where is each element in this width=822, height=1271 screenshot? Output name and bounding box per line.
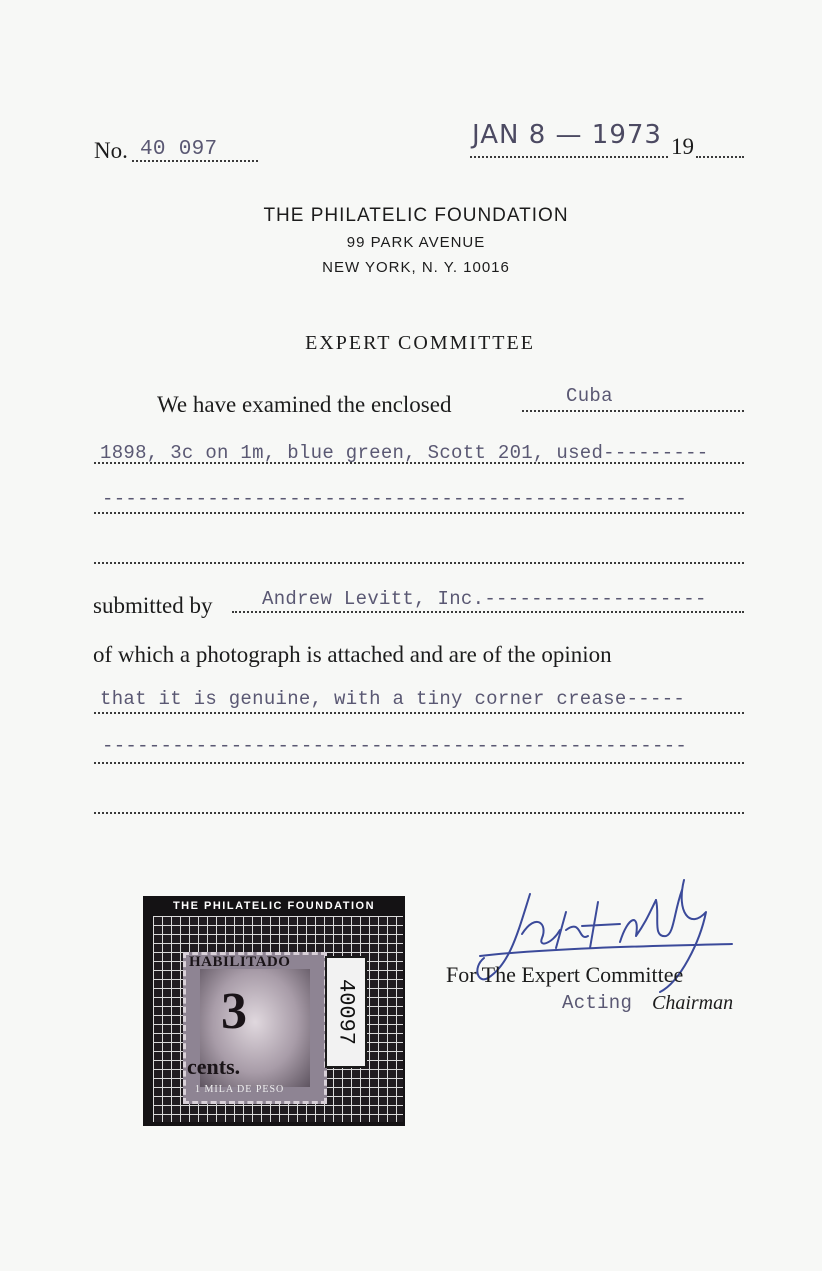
submitted-label: submitted by [93, 593, 213, 618]
stamp-bottom-text: 1 MILA DE PESO [195, 1084, 285, 1095]
examined-label: We have examined the enclosed [157, 392, 452, 417]
year-prefix: 19 [671, 134, 694, 159]
opinion-dotted-line-1 [94, 712, 744, 714]
examined-dotted-line [522, 410, 744, 412]
opinion-line-1: that it is genuine, with a tiny corner crease----- [100, 688, 686, 710]
overprint-value: 3 [221, 983, 247, 1040]
opinion-label: of which a photograph is attached and are of the opinion [93, 642, 612, 667]
certificate-date: JAN 8 — 1973 [472, 120, 662, 150]
acting-label: Acting [562, 992, 633, 1014]
certificate-number: 40 097 [140, 138, 218, 161]
item-description-line-1: 1898, 3c on 1m, blue green, Scott 201, used--------- [100, 442, 709, 464]
opinion-dotted-line-2 [94, 762, 744, 764]
submitter-name: Andrew Levitt, Inc.------------------- [262, 588, 707, 610]
overprint-cents: cents. [187, 1054, 241, 1079]
stamp-photograph [143, 896, 405, 1126]
submitter-dotted-line [232, 611, 744, 613]
chairman-label: Chairman [652, 992, 734, 1014]
for-expert-committee: For The Expert Committee [446, 962, 684, 987]
opinion-dotted-line-3 [94, 812, 744, 814]
address-line-2: NEW YORK, N. Y. 10016 [322, 259, 510, 276]
committee-title: EXPERT COMMITTEE [305, 332, 535, 354]
number-dotted-line [132, 160, 258, 162]
org-name: THE PHILATELIC FOUNDATION [263, 205, 569, 226]
item-dotted-line-3 [94, 562, 744, 564]
card-number: 40097 [333, 978, 359, 1046]
photo-title: THE PHILATELIC FOUNDATION [172, 900, 376, 912]
date-dotted-line [470, 156, 668, 158]
year-dotted-line [696, 156, 744, 158]
stamp-image [183, 952, 327, 1104]
overprint-top: HABILITADO [189, 954, 291, 970]
address-line-1: 99 PARK AVENUE [346, 234, 486, 251]
item-dotted-line-2 [94, 512, 744, 514]
opinion-line-2: -------------------------------------------------- [102, 735, 688, 757]
item-description-line-2: -------------------------------------------------- [102, 488, 688, 510]
item-country: Cuba [566, 385, 613, 407]
certificate-number-card [325, 956, 367, 1068]
number-label: No. [94, 138, 128, 163]
item-dotted-line-1 [94, 462, 744, 464]
